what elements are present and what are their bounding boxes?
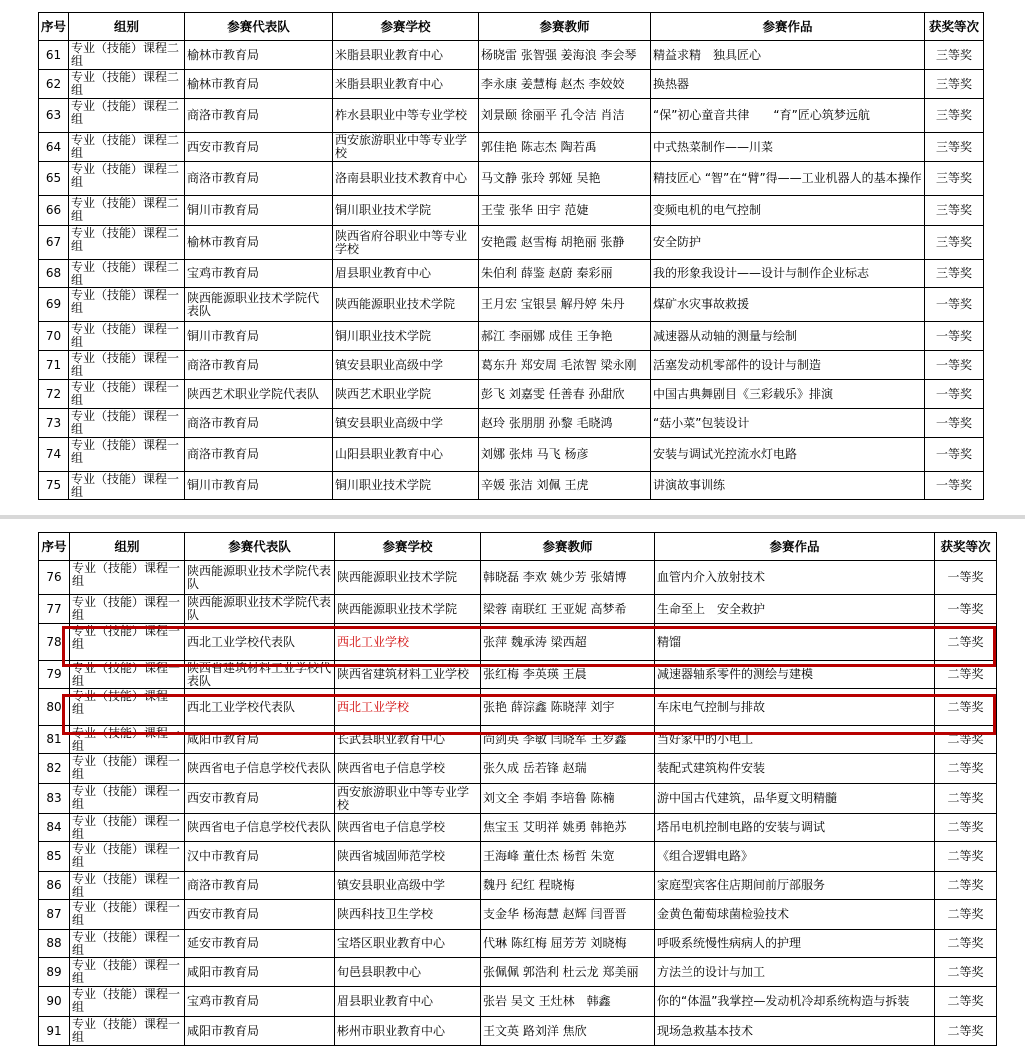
cell-school: 陕西省电子信息学校 — [335, 814, 481, 842]
cell-group: 专业（技能）课程二组 — [69, 196, 185, 226]
table-row — [39, 661, 997, 689]
table-body-page-1 — [39, 41, 984, 500]
table-row — [39, 226, 984, 260]
cell-work: 家庭型宾客住店期间前厅部服务 — [655, 872, 935, 900]
cell-work: 我的形象我设计——设计与制作企业标志 — [651, 260, 925, 288]
cell-teachers: 张久成 岳若锋 赵瑞 — [481, 754, 655, 784]
cell-teachers: 张萍 魏承涛 梁西超 — [481, 624, 655, 661]
cell-teachers: 杨晓雷 张智强 姜海浪 李会琴 — [479, 41, 651, 70]
cell-award: 二等奖 — [935, 624, 997, 661]
cell-seq: 69 — [39, 288, 69, 322]
header-school: 参赛学校 — [335, 533, 481, 561]
cell-school: 洛南县职业技术教育中心 — [333, 162, 479, 196]
cell-work: 煤矿水灾事故救援 — [651, 288, 925, 322]
cell-teachers: 支金华 杨海慧 赵辉 闫晋晋 — [481, 900, 655, 930]
cell-seq: 71 — [39, 351, 69, 380]
cell-award: 一等奖 — [925, 322, 984, 351]
cell-award: 二等奖 — [935, 1017, 997, 1046]
cell-teachers: 刘娜 张炜 马飞 杨彦 — [479, 438, 651, 472]
cell-group: 专业（技能）课程一组 — [70, 661, 185, 689]
cell-school: 宝塔区职业教育中心 — [335, 930, 481, 958]
cell-award: 一等奖 — [935, 595, 997, 624]
cell-seq: 84 — [39, 814, 70, 842]
cell-team: 商洛市教育局 — [185, 438, 333, 472]
document-page-2 — [38, 532, 996, 1046]
cell-seq: 78 — [39, 624, 70, 661]
cell-teachers: 焦宝玉 艾明祥 姚勇 韩艳苏 — [481, 814, 655, 842]
cell-group: 专业（技能）课程一组 — [69, 438, 185, 472]
cell-group: 专业（技能）课程二组 — [69, 133, 185, 162]
cell-team: 商洛市教育局 — [185, 162, 333, 196]
cell-award: 二等奖 — [935, 987, 997, 1017]
header-work: 参赛作品 — [651, 13, 925, 41]
cell-award: 二等奖 — [935, 842, 997, 872]
header-group: 组别 — [70, 533, 185, 561]
cell-work: 《组合逻辑电路》 — [655, 842, 935, 872]
cell-school: 米脂县职业教育中心 — [333, 70, 479, 99]
cell-award: 二等奖 — [935, 814, 997, 842]
cell-seq: 82 — [39, 754, 70, 784]
cell-work: 金黄色葡萄球菌检验技术 — [655, 900, 935, 930]
table-row — [39, 561, 997, 595]
cell-team: 铜川市教育局 — [185, 322, 333, 351]
cell-teachers: 彭飞 刘嘉雯 任善春 孙甜欣 — [479, 380, 651, 409]
header-teachers: 参赛教师 — [479, 13, 651, 41]
cell-team: 西安市教育局 — [185, 133, 333, 162]
cell-school: 眉县职业教育中心 — [335, 987, 481, 1017]
cell-work: 中国古典舞剧目《三彩载乐》排演 — [651, 380, 925, 409]
cell-seq: 67 — [39, 226, 69, 260]
cell-team: 陕西艺术职业学院代表队 — [185, 380, 333, 409]
cell-group: 专业（技能）课程一组 — [70, 726, 185, 754]
table-row — [39, 351, 984, 380]
cell-teachers: 张红梅 李英瑛 王晨 — [481, 661, 655, 689]
header-seq: 序号 — [39, 533, 70, 561]
table-row — [39, 726, 997, 754]
cell-work: 安全防护 — [651, 226, 925, 260]
cell-group: 专业（技能）课程一组 — [70, 1017, 185, 1046]
cell-seq: 77 — [39, 595, 70, 624]
table-row — [39, 438, 984, 472]
cell-teachers: 郭佳艳 陈志杰 陶若禹 — [479, 133, 651, 162]
cell-team: 宝鸡市教育局 — [185, 987, 335, 1017]
cell-group: 专业（技能）课程一组 — [69, 472, 185, 500]
table-row — [39, 41, 984, 70]
cell-award: 二等奖 — [935, 900, 997, 930]
cell-group: 专业（技能）课程二组 — [69, 70, 185, 99]
cell-group: 专业（技能）课程一组 — [69, 351, 185, 380]
cell-seq: 83 — [39, 784, 70, 814]
cell-group: 专业（技能）课程一组 — [70, 872, 185, 900]
cell-award: 二等奖 — [935, 689, 997, 726]
cell-team: 榆林市教育局 — [185, 70, 333, 99]
cell-teachers: 尚剑英 李敏 闫晓军 王岁鑫 — [481, 726, 655, 754]
cell-teachers: 王海峰 董仕杰 杨哲 朱宽 — [481, 842, 655, 872]
cell-school: 铜川职业技术学院 — [333, 472, 479, 500]
cell-award: 一等奖 — [925, 409, 984, 438]
cell-work: 呼吸系统慢性病病人的护理 — [655, 930, 935, 958]
cell-seq: 70 — [39, 322, 69, 351]
cell-team: 咸阳市教育局 — [185, 726, 335, 754]
table-row — [39, 196, 984, 226]
cell-group: 专业（技能）课程一组 — [69, 380, 185, 409]
cell-seq: 89 — [39, 958, 70, 987]
cell-teachers: 代琳 陈红梅 屈芳芳 刘晓梅 — [481, 930, 655, 958]
header-award: 获奖等次 — [935, 533, 997, 561]
cell-teachers: 王莹 张华 田宇 范婕 — [479, 196, 651, 226]
award-table-page-2 — [38, 532, 997, 1046]
table-row — [39, 754, 997, 784]
award-table-page-1 — [38, 12, 984, 500]
cell-group: 专业（技能）课程二组 — [69, 162, 185, 196]
header-team: 参赛代表队 — [185, 13, 333, 41]
cell-school: 长武县职业教育中心 — [335, 726, 481, 754]
cell-school: 西安旅游职业中等专业学校 — [335, 784, 481, 814]
table-row — [39, 987, 997, 1017]
cell-work: 塔吊电机控制电路的安装与调试 — [655, 814, 935, 842]
table-row — [39, 872, 997, 900]
cell-team: 商洛市教育局 — [185, 351, 333, 380]
cell-school: 镇安县职业高级中学 — [333, 351, 479, 380]
table-row — [39, 689, 997, 726]
table-row — [39, 380, 984, 409]
table-row — [39, 930, 997, 958]
page-separator — [0, 515, 1025, 519]
cell-award: 二等奖 — [935, 726, 997, 754]
cell-team: 铜川市教育局 — [185, 472, 333, 500]
cell-work: 减速器从动轴的测量与绘制 — [651, 322, 925, 351]
table-row — [39, 784, 997, 814]
cell-group: 专业（技能）课程一组 — [70, 754, 185, 784]
cell-work: 精益求精 独具匠心 — [651, 41, 925, 70]
table-row — [39, 624, 997, 661]
cell-teachers: 张艳 薛淙鑫 陈晓萍 刘宇 — [481, 689, 655, 726]
cell-seq: 74 — [39, 438, 69, 472]
cell-work: 换热器 — [651, 70, 925, 99]
cell-team: 陕西能源职业技术学院代表队 — [185, 561, 335, 595]
cell-group: 专业（技能）课程一组 — [70, 900, 185, 930]
cell-team: 延安市教育局 — [185, 930, 335, 958]
cell-work: 精馏 — [655, 624, 935, 661]
cell-work: 生命至上 安全救护 — [655, 595, 935, 624]
cell-work: 活塞发动机零部件的设计与制造 — [651, 351, 925, 380]
table-row — [39, 842, 997, 872]
cell-teachers: 刘文全 李娟 李培鲁 陈楠 — [481, 784, 655, 814]
cell-school: 西北工业学校 — [335, 689, 481, 726]
header-teachers: 参赛教师 — [481, 533, 655, 561]
table-row — [39, 958, 997, 987]
cell-school: 眉县职业教育中心 — [333, 260, 479, 288]
cell-group: 专业（技能）课程一组 — [70, 784, 185, 814]
cell-teachers: 王月宏 宝银昙 解丹婷 朱丹 — [479, 288, 651, 322]
cell-seq: 66 — [39, 196, 69, 226]
cell-group: 专业（技能）课程一组 — [70, 814, 185, 842]
cell-seq: 68 — [39, 260, 69, 288]
cell-seq: 72 — [39, 380, 69, 409]
cell-seq: 62 — [39, 70, 69, 99]
cell-group: 专业（技能）课程一组 — [70, 624, 185, 661]
cell-teachers: 张佩佩 郭浩利 杜云龙 郑美丽 — [481, 958, 655, 987]
cell-school: 镇安县职业高级中学 — [335, 872, 481, 900]
cell-work: 精技匠心 “智”在“臂”得——工业机器人的基本操作 — [651, 162, 925, 196]
cell-school: 陕西省府谷职业中等专业学校 — [333, 226, 479, 260]
cell-award: 一等奖 — [925, 288, 984, 322]
cell-work: 游中国古代建筑，品华夏文明精髓 — [655, 784, 935, 814]
header-school: 参赛学校 — [333, 13, 479, 41]
cell-award: 一等奖 — [925, 380, 984, 409]
cell-seq: 80 — [39, 689, 70, 726]
cell-award: 三等奖 — [925, 226, 984, 260]
cell-group: 专业（技能）课程二组 — [69, 226, 185, 260]
cell-work: “保”初心童音共律 “育”匠心筑梦远航 — [651, 99, 925, 133]
cell-award: 二等奖 — [935, 930, 997, 958]
cell-school: 彬州市职业教育中心 — [335, 1017, 481, 1046]
cell-seq: 86 — [39, 872, 70, 900]
cell-group: 专业（技能）课程一组 — [70, 689, 185, 726]
cell-team: 西安市教育局 — [185, 784, 335, 814]
cell-award: 二等奖 — [935, 661, 997, 689]
cell-work: 血管内介入放射技术 — [655, 561, 935, 595]
cell-teachers: 辛媛 张洁 刘佩 王虎 — [479, 472, 651, 500]
cell-work: 安装与调试光控流水灯电路 — [651, 438, 925, 472]
table-row — [39, 99, 984, 133]
table-row — [39, 409, 984, 438]
cell-team: 西北工业学校代表队 — [185, 689, 335, 726]
cell-team: 西北工业学校代表队 — [185, 624, 335, 661]
cell-teachers: 梁蓉 南联红 王亚妮 高梦希 — [481, 595, 655, 624]
cell-seq: 65 — [39, 162, 69, 196]
cell-school: 镇安县职业高级中学 — [333, 409, 479, 438]
header-work: 参赛作品 — [655, 533, 935, 561]
table-row — [39, 900, 997, 930]
cell-teachers: 朱伯利 薛鉴 赵蔚 秦彩丽 — [479, 260, 651, 288]
cell-seq: 88 — [39, 930, 70, 958]
cell-team: 商洛市教育局 — [185, 872, 335, 900]
cell-teachers: 李永康 姜慧梅 赵杰 李姣姣 — [479, 70, 651, 99]
table-row — [39, 1017, 997, 1046]
cell-award: 一等奖 — [925, 472, 984, 500]
cell-seq: 61 — [39, 41, 69, 70]
cell-group: 专业（技能）课程二组 — [69, 99, 185, 133]
cell-team: 商洛市教育局 — [185, 99, 333, 133]
cell-work: 当好家中的小电工 — [655, 726, 935, 754]
cell-group: 专业（技能）课程一组 — [70, 842, 185, 872]
cell-award: 三等奖 — [925, 133, 984, 162]
cell-award: 二等奖 — [935, 958, 997, 987]
cell-award: 二等奖 — [935, 872, 997, 900]
cell-seq: 76 — [39, 561, 70, 595]
cell-award: 三等奖 — [925, 41, 984, 70]
cell-seq: 79 — [39, 661, 70, 689]
cell-school: 旬邑县职教中心 — [335, 958, 481, 987]
cell-group: 专业（技能）课程一组 — [69, 288, 185, 322]
cell-work: “菇小菜”包装设计 — [651, 409, 925, 438]
cell-teachers: 葛东升 郑安周 毛浓智 梁永刚 — [479, 351, 651, 380]
table-row — [39, 814, 997, 842]
cell-work: 装配式建筑构件安装 — [655, 754, 935, 784]
cell-team: 汉中市教育局 — [185, 842, 335, 872]
cell-award: 二等奖 — [935, 784, 997, 814]
cell-team: 咸阳市教育局 — [185, 1017, 335, 1046]
cell-team: 榆林市教育局 — [185, 41, 333, 70]
cell-work: 中式热菜制作——川菜 — [651, 133, 925, 162]
cell-award: 一等奖 — [925, 438, 984, 472]
table-row — [39, 472, 984, 500]
cell-school: 山阳县职业教育中心 — [333, 438, 479, 472]
cell-school: 陕西能源职业技术学院 — [333, 288, 479, 322]
cell-work: 变频电机的电气控制 — [651, 196, 925, 226]
cell-team: 宝鸡市教育局 — [185, 260, 333, 288]
cell-work: 讲演故事训练 — [651, 472, 925, 500]
cell-group: 专业（技能）课程二组 — [69, 41, 185, 70]
cell-school: 陕西省电子信息学校 — [335, 754, 481, 784]
header-team: 参赛代表队 — [185, 533, 335, 561]
cell-teachers: 赵玲 张朋朋 孙黎 毛晓鸿 — [479, 409, 651, 438]
cell-award: 一等奖 — [925, 351, 984, 380]
cell-school: 陕西科技卫生学校 — [335, 900, 481, 930]
cell-team: 陕西省电子信息学校代表队 — [185, 814, 335, 842]
cell-seq: 73 — [39, 409, 69, 438]
cell-award: 三等奖 — [925, 70, 984, 99]
cell-work: 减速器轴系零件的测绘与建模 — [655, 661, 935, 689]
cell-work: 车床电气控制与排故 — [655, 689, 935, 726]
table-body-page-2 — [39, 561, 997, 1046]
cell-award: 二等奖 — [935, 754, 997, 784]
cell-team: 榆林市教育局 — [185, 226, 333, 260]
cell-group: 专业（技能）课程二组 — [69, 260, 185, 288]
cell-teachers: 郝江 李丽娜 成佳 王争艳 — [479, 322, 651, 351]
cell-school: 西安旅游职业中等专业学校 — [333, 133, 479, 162]
cell-teachers: 韩晓磊 李欢 姚少芳 张婧博 — [481, 561, 655, 595]
cell-school: 米脂县职业教育中心 — [333, 41, 479, 70]
cell-work: 现场急救基本技术 — [655, 1017, 935, 1046]
cell-teachers: 安艳霞 赵雪梅 胡艳丽 张静 — [479, 226, 651, 260]
cell-team: 陕西能源职业技术学院代表队 — [185, 288, 333, 322]
cell-team: 陕西省电子信息学校代表队 — [185, 754, 335, 784]
header-seq: 序号 — [39, 13, 69, 41]
document-page-1 — [38, 12, 983, 500]
cell-seq: 90 — [39, 987, 70, 1017]
cell-seq: 87 — [39, 900, 70, 930]
cell-team: 陕西省建筑材料工业学校代表队 — [185, 661, 335, 689]
cell-award: 三等奖 — [925, 162, 984, 196]
cell-group: 专业（技能）课程一组 — [70, 561, 185, 595]
cell-award: 三等奖 — [925, 260, 984, 288]
cell-school: 陕西能源职业技术学院 — [335, 595, 481, 624]
cell-seq: 63 — [39, 99, 69, 133]
cell-teachers: 王文英 路刘洋 焦欣 — [481, 1017, 655, 1046]
cell-seq: 64 — [39, 133, 69, 162]
cell-award: 三等奖 — [925, 196, 984, 226]
cell-seq: 75 — [39, 472, 69, 500]
table-header-row — [39, 13, 984, 41]
cell-work: 方法兰的设计与加工 — [655, 958, 935, 987]
table-header-row — [39, 533, 997, 561]
table-row — [39, 260, 984, 288]
cell-work: 你的“体温”我掌控—发动机冷却系统构造与拆装 — [655, 987, 935, 1017]
cell-teachers: 魏丹 纪红 程晓梅 — [481, 872, 655, 900]
cell-school: 铜川职业技术学院 — [333, 196, 479, 226]
cell-seq: 91 — [39, 1017, 70, 1046]
cell-team: 商洛市教育局 — [185, 409, 333, 438]
cell-group: 专业（技能）课程一组 — [70, 958, 185, 987]
table-row — [39, 322, 984, 351]
cell-group: 专业（技能）课程一组 — [70, 595, 185, 624]
cell-group: 专业（技能）课程一组 — [69, 322, 185, 351]
cell-school: 西北工业学校 — [335, 624, 481, 661]
cell-team: 陕西能源职业技术学院代表队 — [185, 595, 335, 624]
cell-team: 西安市教育局 — [185, 900, 335, 930]
cell-teachers: 张岩 吴文 王灶林 韩鑫 — [481, 987, 655, 1017]
table-row — [39, 133, 984, 162]
cell-seq: 85 — [39, 842, 70, 872]
table-row — [39, 288, 984, 322]
cell-teachers: 马文静 张玲 郭娅 吴艳 — [479, 162, 651, 196]
cell-team: 咸阳市教育局 — [185, 958, 335, 987]
cell-teachers: 刘景颐 徐丽平 孔令洁 肖洁 — [479, 99, 651, 133]
cell-school: 陕西省城固师范学校 — [335, 842, 481, 872]
cell-team: 铜川市教育局 — [185, 196, 333, 226]
cell-school: 铜川职业技术学院 — [333, 322, 479, 351]
cell-award: 三等奖 — [925, 99, 984, 133]
table-row — [39, 595, 997, 624]
table-row — [39, 162, 984, 196]
cell-award: 一等奖 — [935, 561, 997, 595]
cell-group: 专业（技能）课程一组 — [70, 987, 185, 1017]
cell-school: 陕西能源职业技术学院 — [335, 561, 481, 595]
header-group: 组别 — [69, 13, 185, 41]
cell-group: 专业（技能）课程一组 — [70, 930, 185, 958]
cell-school: 柞水县职业中等专业学校 — [333, 99, 479, 133]
cell-school: 陕西艺术职业学院 — [333, 380, 479, 409]
header-award: 获奖等次 — [925, 13, 984, 41]
cell-group: 专业（技能）课程一组 — [69, 409, 185, 438]
cell-school: 陕西省建筑材料工业学校 — [335, 661, 481, 689]
table-row — [39, 70, 984, 99]
cell-seq: 81 — [39, 726, 70, 754]
